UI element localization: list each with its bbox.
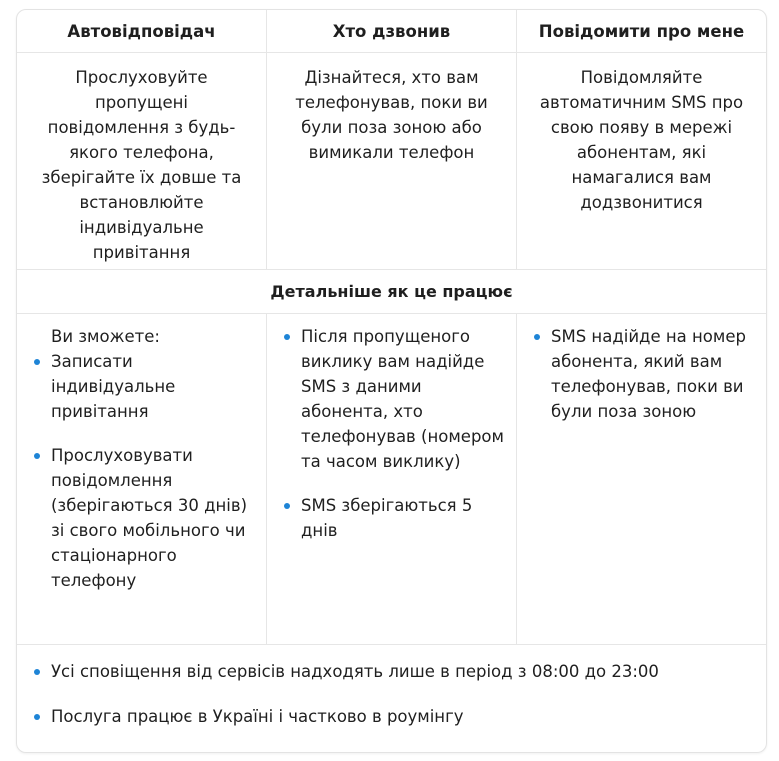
details-answering-machine [17, 314, 267, 644]
column-header-who-called: Хто дзвонив [267, 10, 517, 52]
column-header-notify-about-me: Повідомити про мене [538, 21, 745, 41]
footer-notes [17, 645, 766, 729]
details-who-called [267, 314, 517, 644]
footer-note: Послуга працює в Україні і частково в роумінгу [29, 704, 756, 729]
description-notify-about-me: Повідомляйте автоматичним SMS про свою появу в мережі абонентам, які намагалися вам додзвонитися [539, 68, 744, 212]
details-notify-about-me [517, 314, 766, 644]
services-comparison-table [16, 9, 767, 753]
list-item: SMS надійде на номер абонента, який вам телефонував, поки ви були поза зоною [529, 324, 756, 424]
description-row [17, 53, 766, 270]
details-heading: Детальніше як це працює [17, 270, 766, 314]
description-who-called: Дізнайтеся, хто вам телефонував, поки ви були поза зоною або вимикали телефон [267, 53, 517, 269]
list-item: Записати індивідуальне привітання [29, 349, 256, 424]
list-item: Після пропущеного виклику вам надійде SMS з даними абонента, хто телефонував (номером та часом виклику) [279, 324, 506, 474]
column-header-answering-machine: Автовідповідач [17, 10, 267, 52]
description-answering-machine: Прослуховуйте пропущені повідомлення з будь-якого телефона, зберігайте їх довше та встановлюйте індивідуальне привітання [17, 53, 267, 269]
list-item: Прослуховувати повідомлення (зберігаються 30 днів) зі свого мобільного чи стаціонарного телефону [29, 443, 256, 593]
list-item: SMS зберігаються 5 днів [279, 493, 506, 543]
details-intro: Ви зможете: [51, 327, 160, 346]
table-header-row [17, 10, 766, 53]
details-row [17, 314, 766, 645]
footer-note: Усі сповіщення від сервісів надходять лише в період з 08:00 до 23:00 [29, 659, 756, 684]
